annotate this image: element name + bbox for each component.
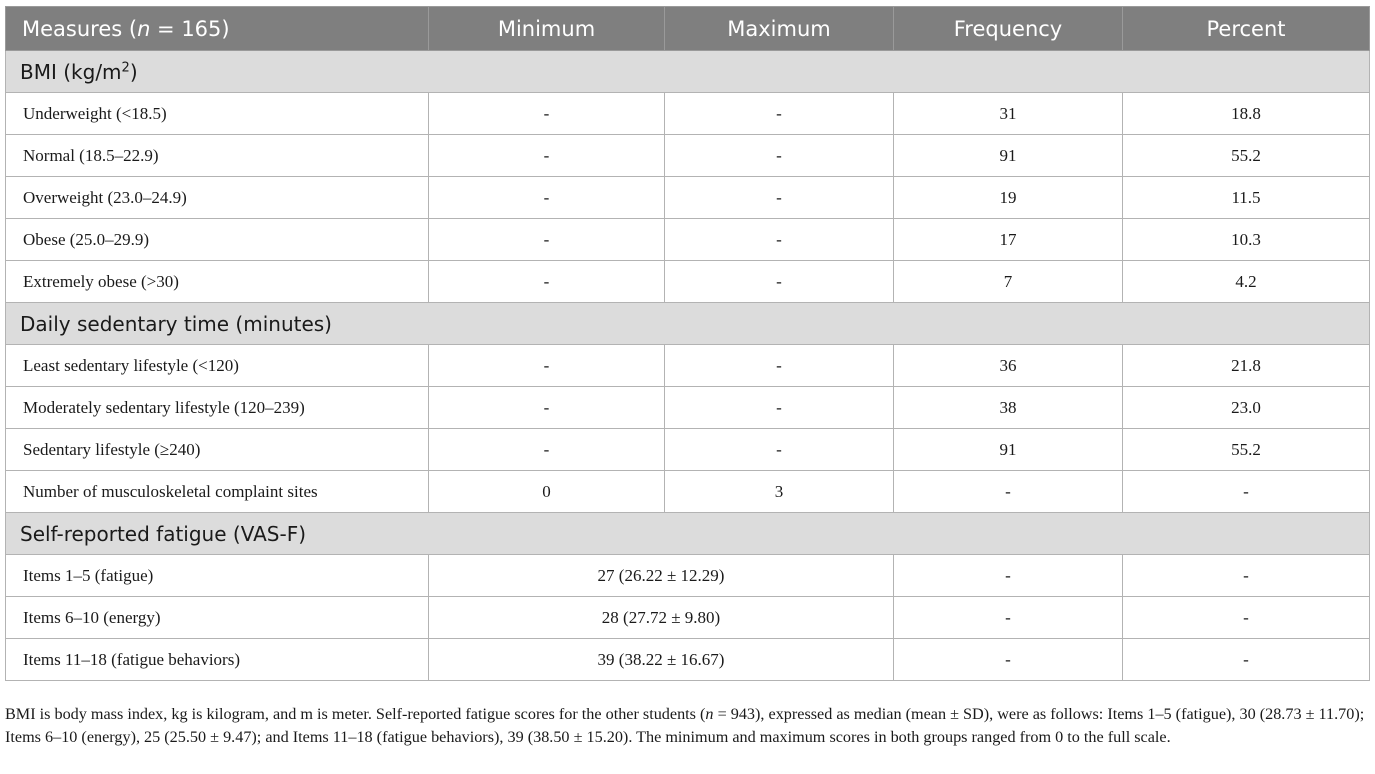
row-label: Number of musculoskeletal complaint sites [6, 471, 429, 513]
cell-frequency: - [894, 471, 1123, 513]
row-label: Obese (25.0–29.9) [6, 219, 429, 261]
cell-maximum: 3 [665, 471, 894, 513]
cell-percent: 10.3 [1123, 219, 1370, 261]
row-label: Items 1–5 (fatigue) [6, 555, 429, 597]
section-row-sedentary [6, 303, 1370, 345]
row-label: Sedentary lifestyle (≥240) [6, 429, 429, 471]
cell-median-mean-sd: 39 (38.22 ± 16.67) [429, 639, 894, 681]
table-row [6, 639, 1370, 681]
cell-frequency: 91 [894, 429, 1123, 471]
cell-frequency: 36 [894, 345, 1123, 387]
table-row [6, 471, 1370, 513]
cell-maximum: - [665, 429, 894, 471]
table-row [6, 93, 1370, 135]
cell-frequency: - [894, 639, 1123, 681]
cell-frequency: 7 [894, 261, 1123, 303]
cell-maximum: - [665, 261, 894, 303]
cell-minimum: - [429, 219, 665, 261]
table-row [6, 219, 1370, 261]
cell-maximum: - [665, 177, 894, 219]
cell-percent: 23.0 [1123, 387, 1370, 429]
table-row [6, 597, 1370, 639]
section-title-fatigue: Self-reported fatigue (VAS-F) [6, 513, 1370, 555]
row-label: Items 11–18 (fatigue behaviors) [6, 639, 429, 681]
cell-median-mean-sd: 28 (27.72 ± 9.80) [429, 597, 894, 639]
header-percent: Percent [1123, 7, 1370, 51]
cell-frequency: - [894, 555, 1123, 597]
cell-percent: 4.2 [1123, 261, 1370, 303]
cell-maximum: - [665, 345, 894, 387]
table-row [6, 261, 1370, 303]
cell-frequency: 19 [894, 177, 1123, 219]
cell-percent: 11.5 [1123, 177, 1370, 219]
cell-maximum: - [665, 135, 894, 177]
cell-percent: 55.2 [1123, 135, 1370, 177]
row-label: Normal (18.5–22.9) [6, 135, 429, 177]
row-label: Moderately sedentary lifestyle (120–239) [6, 387, 429, 429]
cell-percent: - [1123, 471, 1370, 513]
cell-minimum: - [429, 387, 665, 429]
table-row [6, 387, 1370, 429]
table-row [6, 345, 1370, 387]
section-row-bmi [6, 51, 1370, 93]
cell-minimum: - [429, 93, 665, 135]
row-label: Underweight (<18.5) [6, 93, 429, 135]
measures-table [5, 6, 1370, 681]
section-title-bmi: BMI $(kg/m^2)$ [6, 51, 1370, 93]
cell-minimum: - [429, 135, 665, 177]
row-label: Items 6–10 (energy) [6, 597, 429, 639]
cell-percent: 18.8 [1123, 93, 1370, 135]
header-minimum: Minimum [429, 7, 665, 51]
cell-frequency: 91 [894, 135, 1123, 177]
row-label: Extremely obese (>30) [6, 261, 429, 303]
row-label: Overweight (23.0–24.9) [6, 177, 429, 219]
cell-frequency: 31 [894, 93, 1123, 135]
table-container [5, 6, 1369, 681]
cell-frequency: 17 [894, 219, 1123, 261]
cell-percent: - [1123, 555, 1370, 597]
table-row [6, 429, 1370, 471]
header-row [6, 7, 1370, 51]
cell-percent: - [1123, 639, 1370, 681]
header-maximum: Maximum [665, 7, 894, 51]
row-label: Least sedentary lifestyle (<120) [6, 345, 429, 387]
cell-minimum: - [429, 261, 665, 303]
table-row [6, 555, 1370, 597]
cell-minimum: - [429, 177, 665, 219]
section-row-fatigue [6, 513, 1370, 555]
cell-minimum: - [429, 429, 665, 471]
cell-maximum: - [665, 93, 894, 135]
cell-percent: 55.2 [1123, 429, 1370, 471]
header-measures: Measures (n = 165) [6, 7, 429, 51]
table-footnote: BMI is body mass index, kg is kilogram, and m is meter. Self-reported fatigue scores for the other students (n = 943), expressed as median (mean ± SD), were as follows: Items 1–5 (fatigue), 30 (28.73 ± 11.70); Items 6–10 (energy), 25 (25.50 ± 9.47); and Items 11–18 (fatigue behaviors), 39 (38.50 ± 15.20). The minimum and maximum scores in both groups ranged from 0 to the full scale. [5, 705, 1365, 746]
cell-minimum: - [429, 345, 665, 387]
cell-minimum: 0 [429, 471, 665, 513]
cell-percent: - [1123, 597, 1370, 639]
cell-frequency: 38 [894, 387, 1123, 429]
table-row [6, 135, 1370, 177]
header-frequency: Frequency [894, 7, 1123, 51]
cell-frequency: - [894, 597, 1123, 639]
cell-maximum: - [665, 219, 894, 261]
table-row [6, 177, 1370, 219]
section-title-sedentary: Daily sedentary time (minutes) [6, 303, 1370, 345]
cell-maximum: - [665, 387, 894, 429]
cell-median-mean-sd: 27 (26.22 ± 12.29) [429, 555, 894, 597]
cell-percent: 21.8 [1123, 345, 1370, 387]
